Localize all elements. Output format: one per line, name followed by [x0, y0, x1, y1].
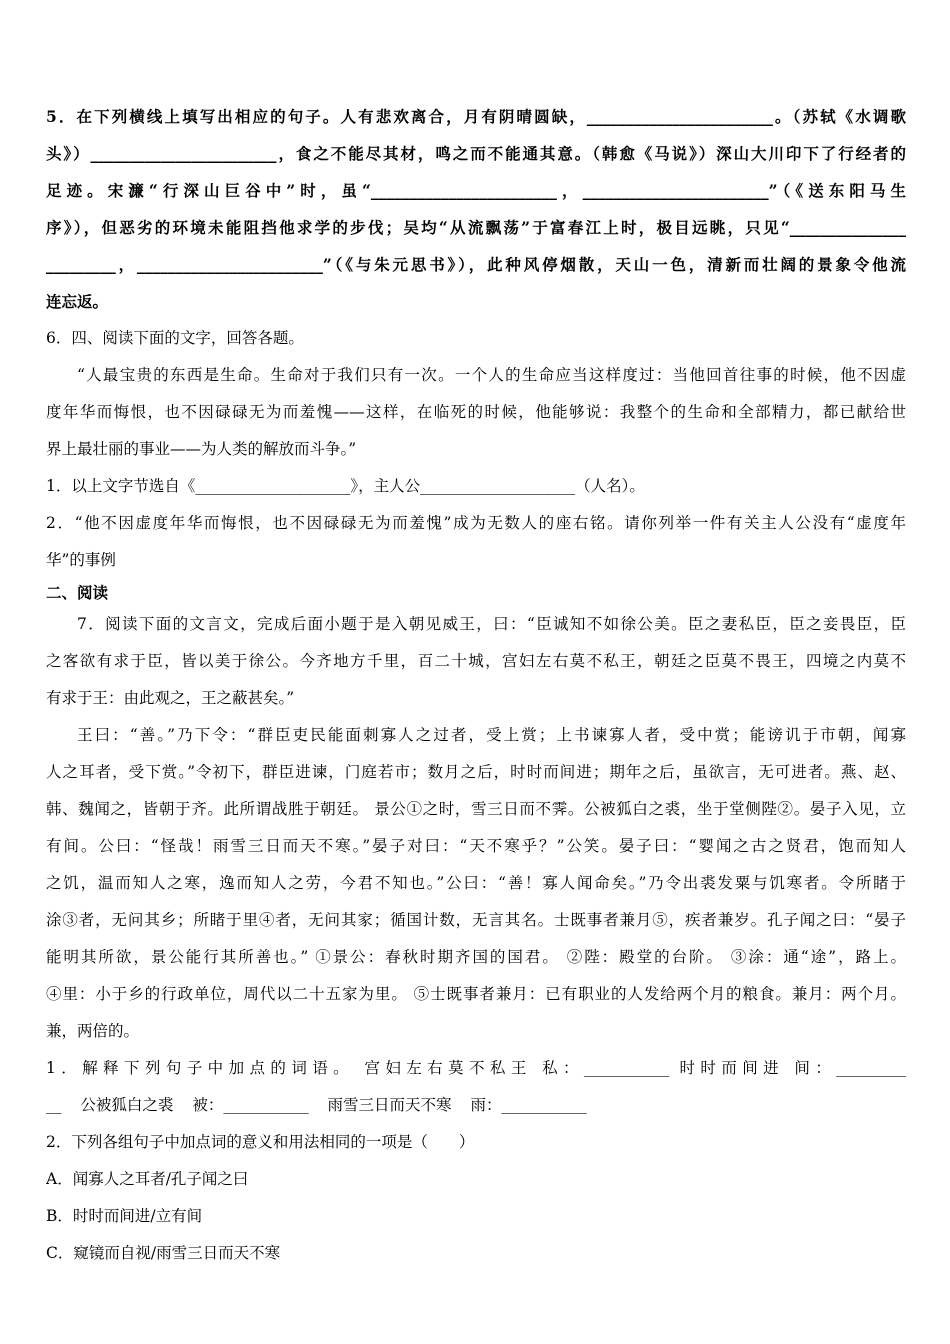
- question-5-line-6: 连忘返。: [46, 292, 109, 311]
- question-7-option-c: C．窥镜而自视/雨雪三日而天不寒: [46, 1244, 281, 1262]
- question-7-passage-line-8: 之饥，温而知人之寒，逸而知人之劳，今君不知也。”公曰：“善！寡人闻命矣。”乃令出裘发粟与饥寒者。令所睹于: [46, 874, 906, 892]
- question-6-heading: 6．四、阅读下面的文字，回答各题。: [46, 329, 304, 347]
- question-7-passage-line-12: 兼，两倍的。: [46, 1022, 140, 1040]
- question-7-passage-line-2: 之客欲有求于臣，皆以美于徐公。今齐地方千里，百二十城，宫妇左右莫不私王，朝廷之臣莫不畏王，四境之内莫不: [46, 652, 906, 670]
- question-5-line-1: 5．在下列横线上填写出相应的句子。人有悲欢离合，月有阴晴圆缺，________________________。（苏轼《水调歌: [46, 107, 906, 126]
- question-5-line-2: 头》）________________________，食之不能尽其材，鸣之而不能通其意。（韩愈《马说》）深山大川印下了行经者的: [46, 144, 906, 163]
- question-5-line-3: 足迹。宋濂“行深山巨谷中”时，虽“________________________，________________________”（《送东阳马生: [46, 181, 906, 200]
- document-page: [46, 98, 906, 1272]
- question-7-passage-line-5: 人之耳者，受下赏。”令初下，群臣进谏，门庭若市；数月之后，时时而间进；期年之后，虽欲言，无可进者。燕、赵、: [46, 763, 906, 781]
- question-7-passage-line-1: 7．阅读下面的文言文，完成后面小题于是入朝见威王，曰：“臣诚知不如徐公美。臣之妻私臣，臣之妾畏臣，臣: [77, 615, 906, 633]
- question-5: [46, 98, 906, 320]
- section-title-reading: 二、阅读: [46, 583, 109, 602]
- question-6-sub-2-line-1: 2．“他不因虚度年华而悔恨，也不因碌碌无为而羞愧”成为无数人的座右铭。请你列举一件有关主人公没有“虚度年: [46, 514, 906, 532]
- question-7-passage-line-7: 有间。公曰：“怪哉！雨雪三日而天不寒。”晏子对曰：“天不寒乎？”公笑。晏子曰：“婴闻之古之贤君，饱而知人: [46, 837, 906, 855]
- question-7-passage-line-9: 涂③者，无问其乡；所睹于里④者，无问其家；循国计数，无言其名。士既事者兼月⑤，疾者兼岁。孔子闻之曰：“晏子: [46, 911, 906, 929]
- question-7-passage-line-4: 王曰：“善。”乃下令：“群臣吏民能面刺寡人之过者，受上赏；上书谏寡人者，受中赏；能谤讥于市朝，闻寡: [77, 726, 906, 744]
- question-6-passage-line-1: “人最宝贵的东西是生命。生命对于我们只有一次。一个人的生命应当这样度过：当他回首往事的时候，他不因虚: [77, 366, 906, 384]
- question-5-line-4: 序》），但恶劣的环境未能阻挡他求学的步伐；吴均“从流飘荡”于富春江上时，极目远眺，只见“_______________: [46, 218, 906, 237]
- question-6-sub-1: 1．以上文字节选自《____________________》，主人公____________________（人名）。: [46, 477, 645, 495]
- question-7-passage-line-6: 韩、魏闻之，皆朝于齐。此所谓战胜于朝廷。 景公①之时，雪三日而不霁。公被狐白之裘，坐于堂侧陛②。晏子入见，立: [46, 800, 906, 818]
- question-7-option-b: B．时时而间进/立有间: [46, 1207, 203, 1225]
- question-6-passage-line-2: 度年华而悔恨，也不因碌碌无为而羞愧——这样，在临死的时候，他能够说：我整个的生命和全部精力，都已献给世: [46, 403, 906, 421]
- question-7-option-a: A．闻寡人之耳者/孔子闻之曰: [46, 1170, 249, 1188]
- question-6-passage-line-3: 界上最壮丽的事业——为人类的解放而斗争。”: [46, 440, 357, 458]
- question-6: [46, 320, 906, 579]
- question-7: [46, 606, 906, 1272]
- question-7-passage-line-3: 有求于王：由此观之，王之蔽甚矣。”: [46, 689, 295, 707]
- question-6-sub-2-line-2: 华”的事例: [46, 551, 116, 569]
- question-7-sub-1-line-1: 1．解释下列句子中加点的词语。 宫妇左右莫不私王 私：___________ 时时而间进 间：_________: [46, 1059, 906, 1077]
- question-7-passage-line-11: ④里：小于乡的行政单位，周代以二十五家为里。 ⑤士既事者兼月：已有职业的人发给两个月的粮食。兼月：两个月。: [46, 985, 906, 1003]
- question-7-sub-2: 2．下列各组句子中加点词的意义和用法相同的一项是（ ）: [46, 1133, 475, 1151]
- question-7-passage-line-10: 能明其所欲，景公能行其所善也。” ①景公：春秋时期齐国的国君。 ②陛：殿堂的台阶。 ③涂：通“途”，路上。: [46, 948, 906, 966]
- question-5-line-5: _________，________________________”（《与朱元思书》），此种风停烟散，天山一色，清新而壮阔的景象令他流: [46, 255, 906, 274]
- question-7-sub-1-line-2: __ 公被狐白之裘 被：___________ 雨雪三日而天不寒 雨：___________: [46, 1096, 587, 1114]
